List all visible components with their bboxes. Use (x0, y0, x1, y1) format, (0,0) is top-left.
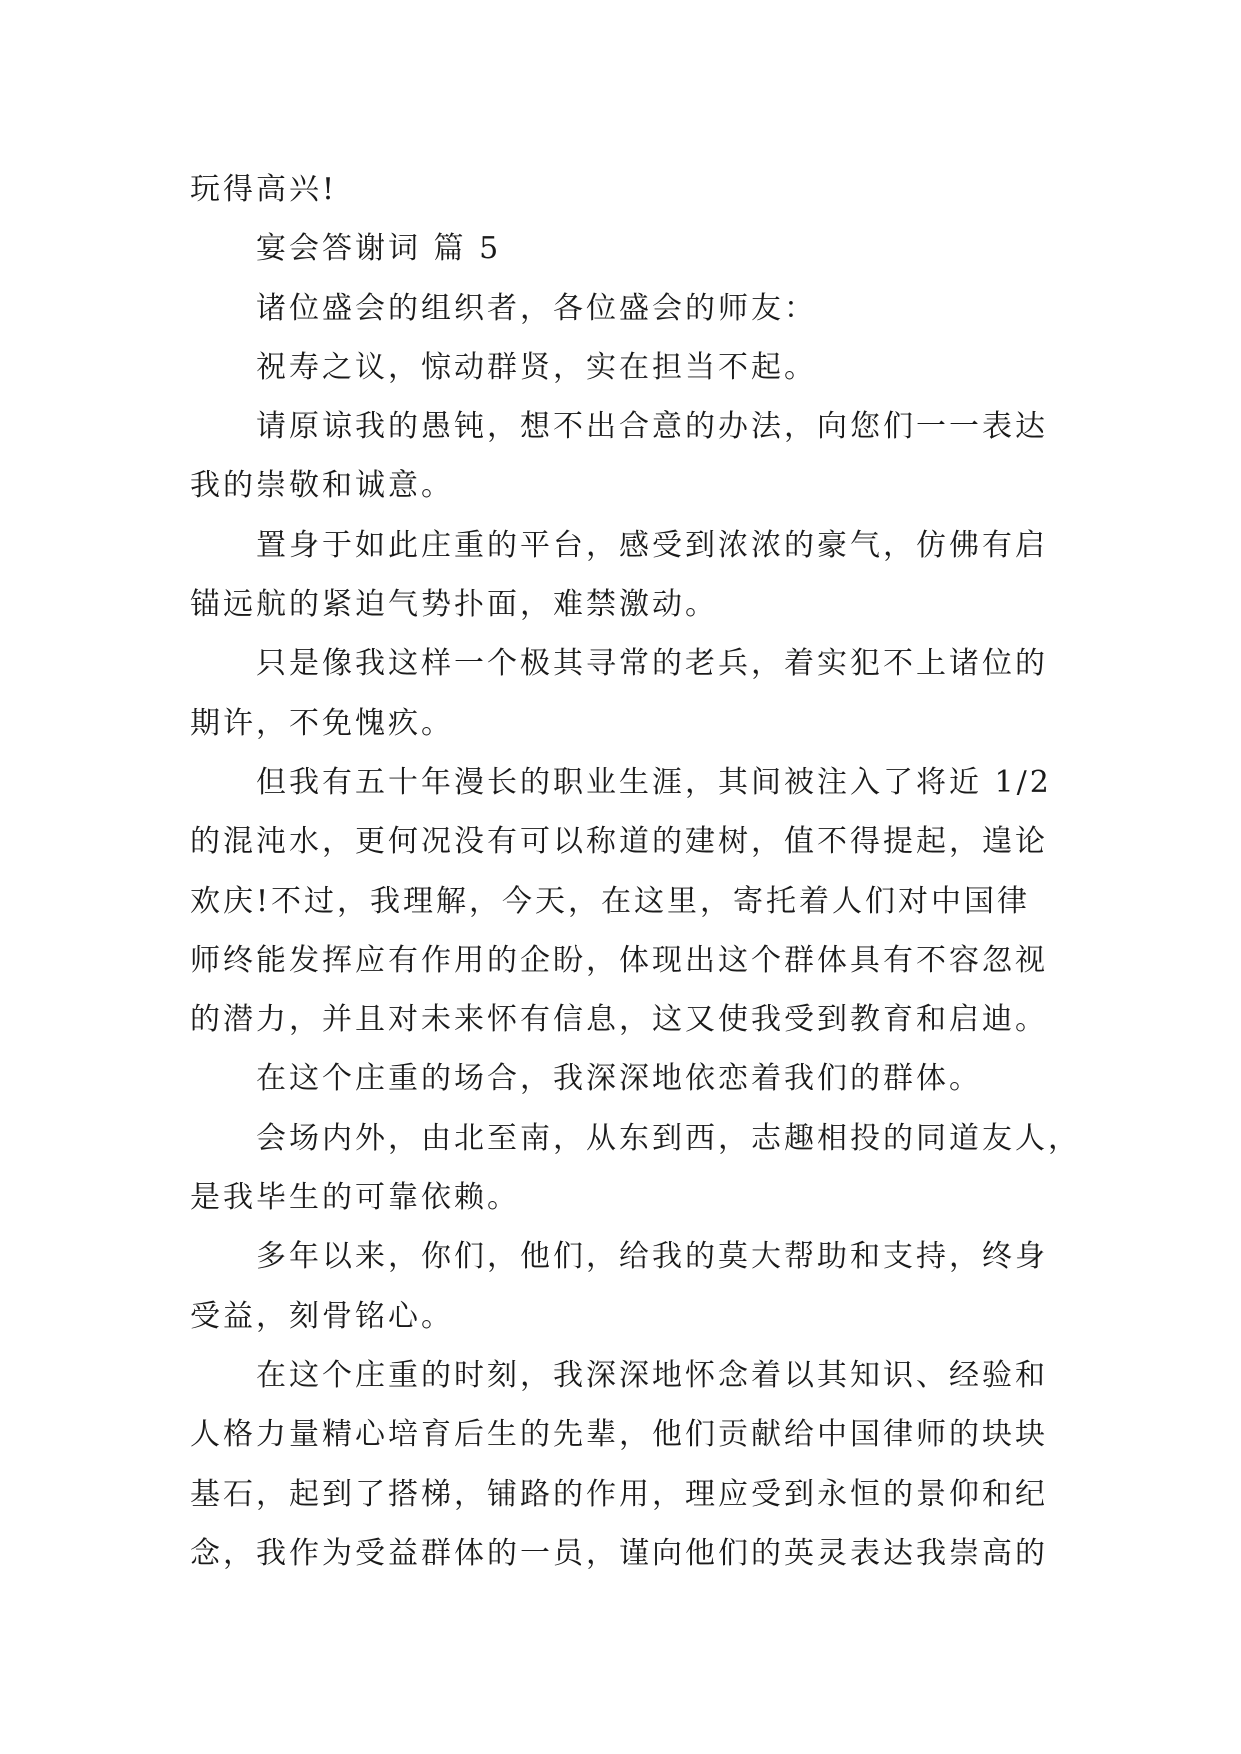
text-line: 多年以来，你们，他们，给我的莫大帮助和支持，终身 (256, 1239, 1048, 1275)
text-line: 我的崇敬和诚意。 (190, 468, 454, 504)
text-line: 锚远航的紧迫气势扑面，难禁激动。 (190, 587, 718, 623)
text-line: 但我有五十年漫长的职业生涯，其间被注入了将近 1/2 (256, 764, 1052, 800)
text-line: 期许，不免愧疚。 (190, 705, 454, 741)
text-line: 在这个庄重的场合，我深深地依恋着我们的群体。 (256, 1061, 982, 1097)
text-line: 请原谅我的愚钝，想不出合意的办法，向您们一一表达 (256, 409, 1048, 445)
text-line: 人格力量精心培育后生的先辈，他们贡献给中国律师的块块 (190, 1417, 1048, 1453)
text-line: 师终能发挥应有作用的企盼，体现出这个群体具有不容忽视 (190, 942, 1048, 978)
text-line: 置身于如此庄重的平台，感受到浓浓的豪气，仿佛有启 (256, 527, 1048, 563)
text-line: 祝寿之议，惊动群贤，实在担当不起。 (256, 349, 817, 385)
text-line: 的潜力，并且对未来怀有信息，这又使我受到教育和启迪。 (190, 1002, 1048, 1038)
text-line: 会场内外，由北至南，从东到西，志趣相投的同道友人， (256, 1120, 1081, 1156)
text-line: 受益，刻骨铭心。 (190, 1298, 454, 1334)
text-line: 只是像我这样一个极其寻常的老兵，着实犯不上诸位的 (256, 646, 1048, 682)
text-line: 诸位盛会的组织者，各位盛会的师友： (256, 290, 817, 326)
body-text (190, 160, 1081, 1583)
text-line: 是我毕生的可靠依赖。 (190, 1180, 520, 1216)
text-line: 玩得高兴! (190, 172, 338, 207)
text-line: 念，我作为受益群体的一员，谨向他们的英灵表达我崇高的 (190, 1535, 1048, 1571)
text-line: 基石，起到了搭梯，铺路的作用，理应受到永恒的景仰和纪 (190, 1476, 1048, 1512)
text-line: 欢庆!不过，我理解，今天，在这里，寄托着人们对中国律 (190, 883, 1031, 919)
section-heading: 宴会答谢词 篇 5 (256, 231, 502, 267)
text-line: 在这个庄重的时刻，我深深地怀念着以其知识、经验和 (256, 1357, 1048, 1393)
text-line: 的混沌水，更何况没有可以称道的建树，值不得提起，遑论 (190, 824, 1048, 860)
